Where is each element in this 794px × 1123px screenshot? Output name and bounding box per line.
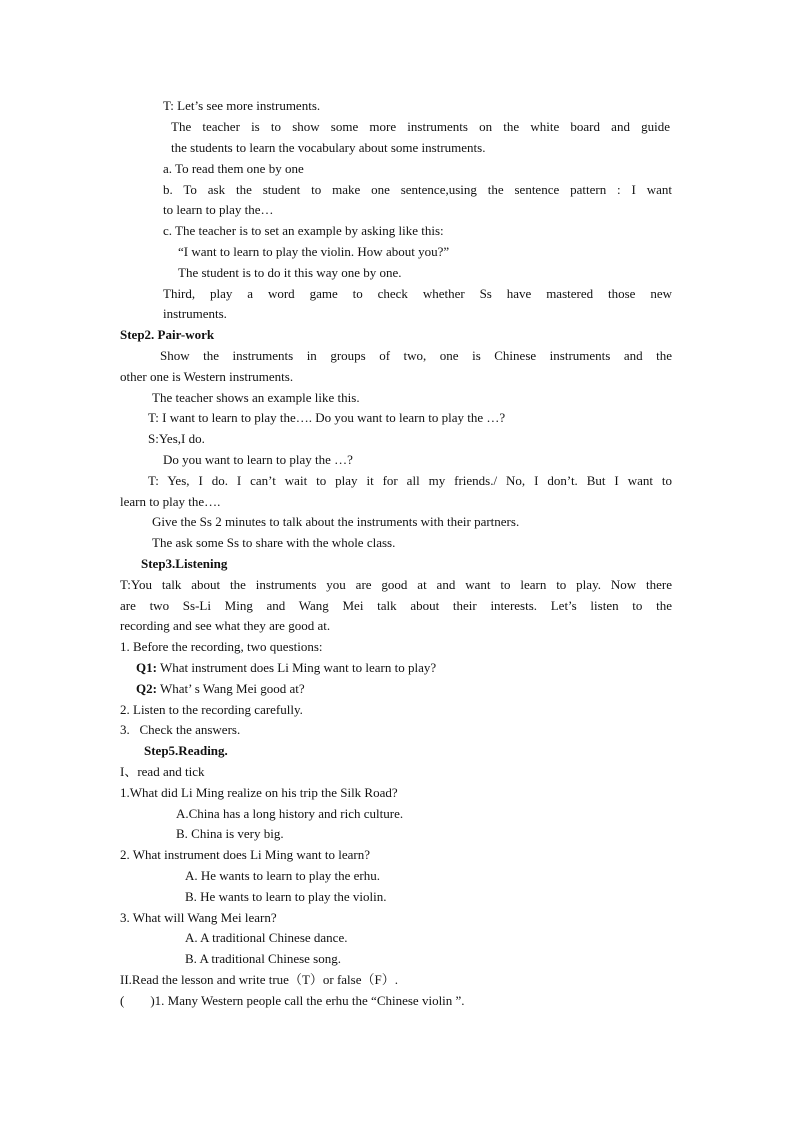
teacher-show-line-2: the students to learn the vocabulary about some instruments.: [171, 140, 486, 155]
third-line-1: Third, play a word game to check whether Ss have mastered those new: [163, 286, 672, 301]
reading-q1-option-b: B. China is very big.: [176, 826, 284, 841]
step2-example: The teacher shows an example like this.: [152, 390, 360, 405]
step3-check: 3. Check the answers.: [120, 722, 241, 737]
teacher-show-line-1: The teacher is to show some more instruments on the white board and guide: [171, 119, 670, 134]
reading-q2-option-b: B. He wants to learn to play the violin.: [185, 889, 387, 904]
step3-para-line-1: T:You talk about the instruments you are good at and want to learn to play. Now there: [120, 577, 672, 592]
step3-heading: Step3.Listening: [141, 556, 228, 571]
step3-para-line-2: are two Ss-Li Ming and Wang Mei talk about their interests. Let’s listen to the: [120, 598, 672, 613]
step2-s1: S:Yes,I do.: [148, 431, 205, 446]
item-c: c. The teacher is to set an example by asking like this:: [163, 223, 444, 238]
student-line: The student is to do it this way one by one.: [178, 265, 402, 280]
reading-q3-option-b: B. A traditional Chinese song.: [185, 951, 341, 966]
item-b-line-1: b. To ask the student to make one sentence,using the sentence pattern : I want: [163, 182, 672, 197]
reading-q2-option-a: A. He wants to learn to play the erhu.: [185, 868, 380, 883]
step5-part1: I、read and tick: [120, 764, 205, 779]
step3-before: 1. Before the recording, two questions:: [120, 639, 323, 654]
step2-t2-line-2: learn to play the….: [120, 494, 221, 509]
reading-q2: 2. What instrument does Li Ming want to learn?: [120, 847, 370, 862]
step2-show-line-1: Show the instruments in groups of two, one is Chinese instruments and the: [160, 348, 672, 363]
item-b-line-2: to learn to play the…: [163, 202, 274, 217]
reading-q1: 1.What did Li Ming realize on his trip the Silk Road?: [120, 785, 398, 800]
step5-part2: II.Read the lesson and write true（T）or false（F）.: [120, 972, 398, 987]
step2-t1: T: I want to learn to play the…. Do you want to learn to play the …?: [148, 410, 506, 425]
step2-ask: The ask some Ss to share with the whole class.: [152, 535, 396, 550]
reading-q3-option-a: A. A traditional Chinese dance.: [185, 930, 348, 945]
step2-heading: Step2. Pair-work: [120, 327, 215, 342]
step2-show-line-2: other one is Western instruments.: [120, 369, 294, 384]
third-line-2: instruments.: [163, 306, 227, 321]
reading-q3: 3. What will Wang Mei learn?: [120, 910, 277, 925]
example-quote: “I want to learn to play the violin. How about you?”: [178, 244, 450, 259]
step3-q1: Q1: What instrument does Li Ming want to learn to play?: [136, 660, 437, 675]
step3-q2: Q2: What’ s Wang Mei good at?: [136, 681, 305, 696]
step3-para-line-3: recording and see what they are good at.: [120, 618, 331, 633]
step2-give: Give the Ss 2 minutes to talk about the instruments with their partners.: [152, 514, 520, 529]
t-line: T: Let’s see more instruments.: [163, 98, 321, 113]
true-false-item-1: ( )1. Many Western people call the erhu the “Chinese violin ”.: [120, 993, 465, 1008]
step5-heading: Step5.Reading.: [144, 743, 228, 758]
item-a: a. To read them one by one: [163, 161, 304, 176]
reading-q1-option-a: A.China has a long history and rich culture.: [176, 806, 404, 821]
step2-t2-line-1: T: Yes, I do. I can’t wait to play it for all my friends./ No, I don’t. But I want to: [148, 473, 672, 488]
step3-listen: 2. Listen to the recording carefully.: [120, 702, 303, 717]
step2-q1: Do you want to learn to play the …?: [163, 452, 353, 467]
